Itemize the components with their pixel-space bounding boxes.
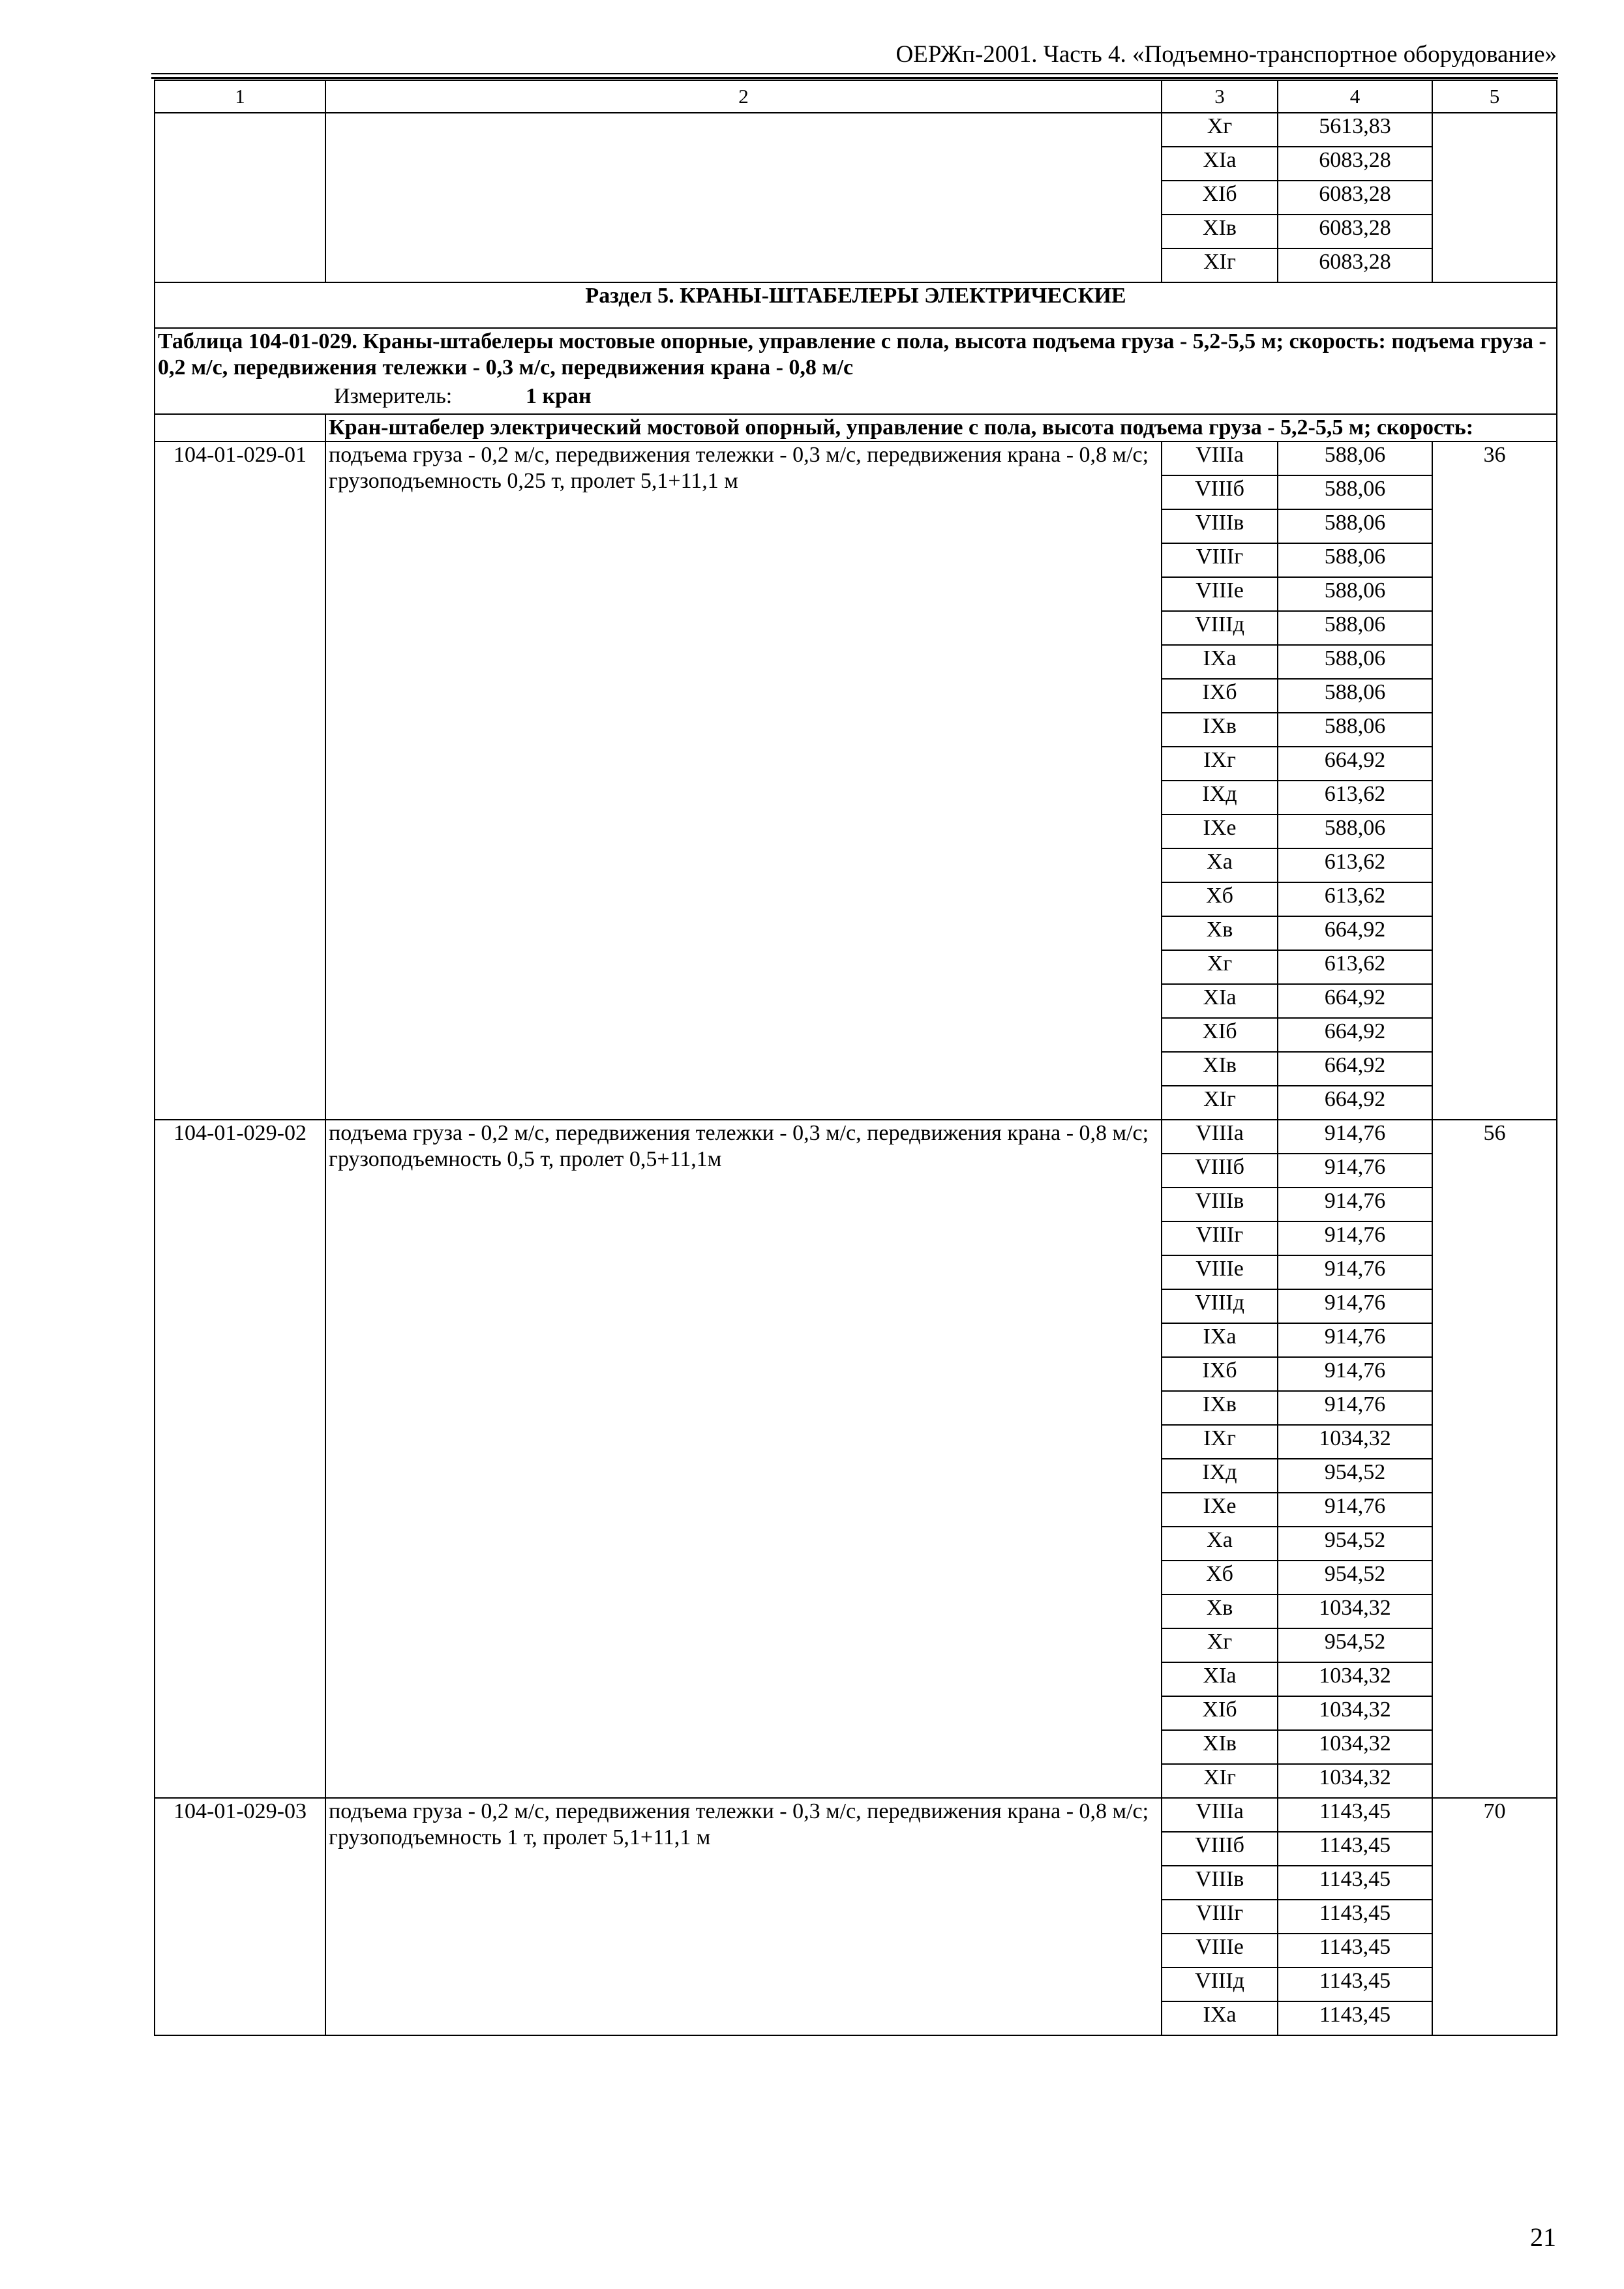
price-cell: 914,76 [1278,1120,1432,1154]
zone-cell: VIIIа [1162,441,1278,475]
price-cell: 1143,45 [1278,1900,1432,1934]
price-cell: 5613,83 [1278,113,1432,147]
price-cell: 588,06 [1278,577,1432,611]
column-number-5: 5 [1432,80,1557,113]
zone-cell: VIIIе [1162,1934,1278,1967]
price-cell: 1143,45 [1278,1934,1432,1967]
zone-cell: IXа [1162,2001,1278,2035]
zone-cell: VIIIд [1162,611,1278,645]
column-number-1: 1 [155,80,325,113]
price-cell: 664,92 [1278,916,1432,950]
zone-cell: Xб [1162,882,1278,916]
header-rule [151,73,1558,74]
description-cell [325,113,1162,282]
zone-cell: IXг [1162,1425,1278,1459]
price-cell: 1034,32 [1278,1425,1432,1459]
column-number-2: 2 [325,80,1162,113]
price-cell: 588,06 [1278,645,1432,679]
zone-cell: XIв [1162,1730,1278,1764]
table-row [155,1798,1557,1832]
price-cell: 954,52 [1278,1628,1432,1662]
column-number-row [155,80,1557,113]
zone-cell: IXе [1162,1493,1278,1527]
zone-cell: VIIIг [1162,1900,1278,1934]
price-cell: 588,06 [1278,815,1432,848]
zone-cell: VIIIб [1162,475,1278,509]
zone-cell: VIIIа [1162,1798,1278,1832]
section-title: Раздел 5. КРАНЫ-ШТАБЕЛЕРЫ ЭЛЕКТРИЧЕСКИЕ [155,282,1557,328]
price-cell: 914,76 [1278,1188,1432,1221]
table-title: Таблица 104-01-029. Краны-штабелеры мостовые опорные, управление с пола, высота подъема груза - 5,2-5,5 м; скорость: подъема груза - 0,2 м/с, передвижения тележки - 0,3 м/с, передвижения крана - 0,8 м/с [158,329,1546,380]
price-cell: 914,76 [1278,1154,1432,1188]
price-table [154,80,1557,2036]
item-code: 104-01-029-02 [155,1120,325,1798]
zone-cell: Xа [1162,848,1278,882]
item-description: подъема груза - 0,2 м/с, передвижения тележки - 0,3 м/с, передвижения крана - 0,8 м/с; грузоподъемность 0,5 т, пролет 0,5+11,1м [325,1120,1162,1798]
table-title-row [155,328,1557,414]
zone-cell: VIIIе [1162,577,1278,611]
zone-cell: XIв [1162,215,1278,248]
price-cell: 664,92 [1278,1086,1432,1120]
zone-cell: XIг [1162,1764,1278,1798]
price-cell: 6083,28 [1278,248,1432,282]
price-cell: 664,92 [1278,1052,1432,1086]
price-cell: 1034,32 [1278,1594,1432,1628]
zone-cell: VIIIг [1162,543,1278,577]
zone-cell: VIIIа [1162,1120,1278,1154]
price-cell: 588,06 [1278,713,1432,747]
price-cell: 613,62 [1278,781,1432,815]
price-cell: 1143,45 [1278,1798,1432,1832]
price-cell: 588,06 [1278,509,1432,543]
price-cell: 914,76 [1278,1221,1432,1255]
zone-cell: Xг [1162,113,1278,147]
table-row [155,113,1557,147]
zone-cell: VIIIг [1162,1221,1278,1255]
zone-cell: XIг [1162,1086,1278,1120]
zone-cell: Xв [1162,916,1278,950]
zone-cell: XIв [1162,1052,1278,1086]
zone-cell: Xа [1162,1527,1278,1561]
price-cell: 588,06 [1278,475,1432,509]
zone-cell: VIIIд [1162,1967,1278,2001]
page-number: 21 [1530,2222,1556,2252]
price-cell: 664,92 [1278,984,1432,1018]
price-cell: 588,06 [1278,611,1432,645]
price-cell: 914,76 [1278,1493,1432,1527]
zone-cell: Xб [1162,1561,1278,1594]
zone-cell: Xв [1162,1594,1278,1628]
price-cell: 588,06 [1278,441,1432,475]
price-cell: 664,92 [1278,747,1432,781]
item-code: 104-01-029-03 [155,1798,325,2035]
zone-cell: IXд [1162,1459,1278,1493]
section-row [155,282,1557,328]
column-number-4: 4 [1278,80,1432,113]
running-header: ОЕРЖп-2001. Часть 4. «Подъемно-транспортное оборудование» [895,41,1557,68]
item-col5: 56 [1432,1120,1557,1798]
group-title-row [155,414,1557,441]
price-cell: 914,76 [1278,1289,1432,1323]
price-cell: 954,52 [1278,1561,1432,1594]
price-cell: 914,76 [1278,1391,1432,1425]
group-code-cell [155,414,325,441]
zone-cell: IXе [1162,815,1278,848]
col5-cell [1432,113,1557,282]
measure-value: 1 кран [526,384,592,408]
price-cell: 1143,45 [1278,2001,1432,2035]
price-cell: 914,76 [1278,1323,1432,1357]
zone-cell: IXб [1162,1357,1278,1391]
price-cell: 1143,45 [1278,1832,1432,1866]
zone-cell: VIIIб [1162,1832,1278,1866]
zone-cell: IXв [1162,1391,1278,1425]
zone-cell: IXд [1162,781,1278,815]
price-cell: 613,62 [1278,848,1432,882]
price-cell: 6083,28 [1278,215,1432,248]
zone-cell: IXг [1162,747,1278,781]
price-cell: 954,52 [1278,1459,1432,1493]
zone-cell: XIа [1162,147,1278,181]
price-cell: 1143,45 [1278,1866,1432,1900]
price-cell: 1143,45 [1278,1967,1432,2001]
price-cell: 588,06 [1278,679,1432,713]
code-cell [155,113,325,282]
zone-cell: XIб [1162,1018,1278,1052]
item-description: подъема груза - 0,2 м/с, передвижения тележки - 0,3 м/с, передвижения крана - 0,8 м/с; грузоподъемность 1 т, пролет 5,1+11,1 м [325,1798,1162,2035]
zone-cell: IXа [1162,645,1278,679]
price-cell: 664,92 [1278,1018,1432,1052]
zone-cell: IXв [1162,713,1278,747]
table-row [155,1120,1557,1154]
price-cell: 914,76 [1278,1255,1432,1289]
zone-cell: XIа [1162,984,1278,1018]
zone-cell: VIIIв [1162,1188,1278,1221]
zone-cell: Xг [1162,1628,1278,1662]
zone-cell: XIб [1162,181,1278,215]
zone-cell: VIIIб [1162,1154,1278,1188]
item-code: 104-01-029-01 [155,441,325,1120]
price-cell: 1034,32 [1278,1696,1432,1730]
price-cell: 1034,32 [1278,1764,1432,1798]
price-cell: 588,06 [1278,543,1432,577]
price-cell: 1034,32 [1278,1662,1432,1696]
item-col5: 70 [1432,1798,1557,2035]
zone-cell: VIIIв [1162,1866,1278,1900]
zone-cell: XIг [1162,248,1278,282]
header-rule-thick [151,77,1558,79]
price-cell: 954,52 [1278,1527,1432,1561]
zone-cell: Xг [1162,950,1278,984]
price-cell: 1034,32 [1278,1730,1432,1764]
zone-cell: VIIIд [1162,1289,1278,1323]
price-cell: 613,62 [1278,950,1432,984]
item-description: подъема груза - 0,2 м/с, передвижения тележки - 0,3 м/с, передвижения крана - 0,8 м/с; грузоподъемность 0,25 т, пролет 5,1+11,1 м [325,441,1162,1120]
price-cell: 613,62 [1278,882,1432,916]
zone-cell: VIIIе [1162,1255,1278,1289]
zone-cell: IXб [1162,679,1278,713]
item-col5: 36 [1432,441,1557,1120]
zone-cell: XIб [1162,1696,1278,1730]
group-title: Кран-штабелер электрический мостовой опорный, управление с пола, высота подъема груза - 5,2-5,5 м; скорость: [325,414,1557,441]
measure-line [158,383,1554,413]
price-cell: 6083,28 [1278,181,1432,215]
price-cell: 6083,28 [1278,147,1432,181]
column-number-3: 3 [1162,80,1278,113]
table-row [155,441,1557,475]
zone-cell: IXа [1162,1323,1278,1357]
zone-cell: VIIIв [1162,509,1278,543]
zone-cell: XIа [1162,1662,1278,1696]
measure-label: Измеритель: [334,384,453,408]
table-title-cell [155,328,1557,414]
price-cell: 914,76 [1278,1357,1432,1391]
